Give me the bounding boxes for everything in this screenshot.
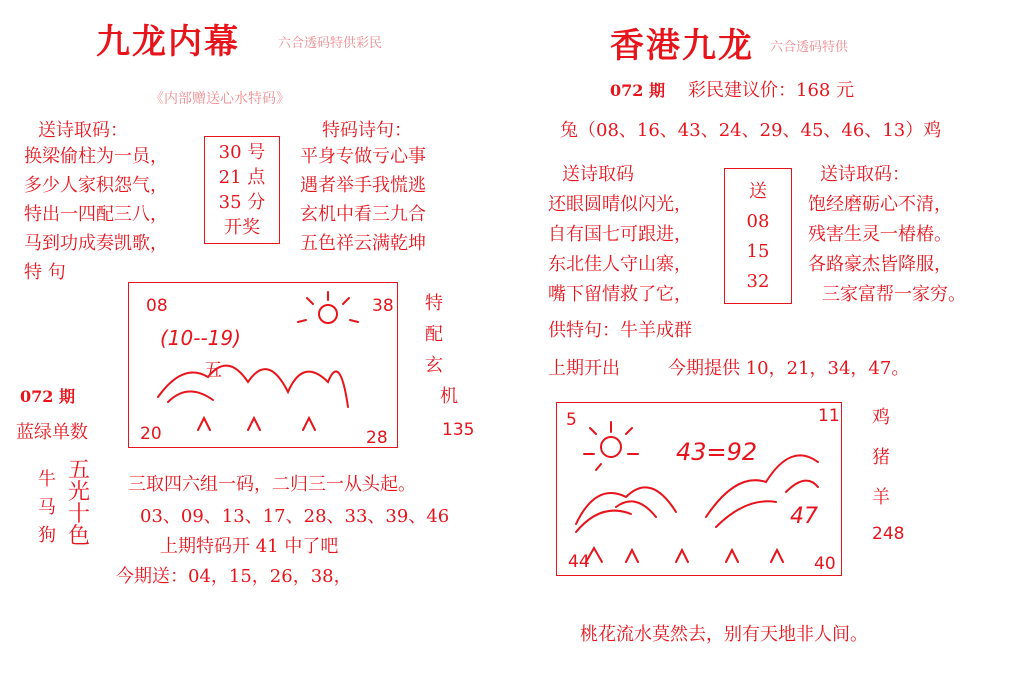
side-char: 玄 (425, 355, 443, 376)
grass-sketch (198, 418, 315, 430)
draw-minute: 35 分 (218, 192, 266, 213)
sun-rays-sketch (298, 292, 358, 322)
poem-line: 东北佳人守山寨， (548, 254, 692, 275)
right-poem-a (548, 190, 692, 310)
zodiac-char: 马 (38, 497, 56, 518)
this-offer-line: 今期提供 10，21，34，47。 (668, 358, 910, 379)
right-side-vertical (872, 398, 890, 518)
poem-line: 自有国七可跟进， (548, 224, 692, 245)
right-sketch-47: 47 (790, 504, 818, 529)
right-sketch-top-right: 11 (818, 406, 840, 426)
poem-line: 马到功成奏凯歌， (24, 233, 168, 254)
poem-line: 遇者举手我慌逃 (300, 175, 426, 196)
left-sketch-range: (10--19) (160, 326, 241, 350)
left-side-number: 135 (442, 420, 475, 440)
blue-green-odd: 蓝绿单数 (16, 422, 88, 443)
left-sketch-top-left: 08 (146, 296, 168, 316)
left-sketch-top-right: 38 (372, 296, 394, 316)
left-sketch-drawing (128, 282, 396, 446)
poem-line: 三家富帮一家穷。 (822, 284, 966, 305)
poem-line: 多少人家积怨气， (24, 175, 168, 196)
five-lights-char: 色 (68, 524, 91, 549)
special-phrase: 供特句：牛羊成群 (548, 320, 692, 341)
left-poem-a (24, 142, 168, 287)
left-hills-sketch (576, 487, 676, 532)
right-subtitle: 六合透码特供 (770, 40, 849, 55)
poem-line: 五色祥云满乾坤 (300, 233, 426, 254)
draw-hour: 21 点 (218, 167, 266, 188)
number-line: 03、09、13、17、28、33、39、46 (140, 506, 450, 527)
five-lights-char: 光 (68, 480, 91, 505)
right-issue: 072 期 (610, 81, 665, 100)
poem-line: 特出一四配三八， (24, 204, 168, 225)
right-sketch-formula: 43=92 (676, 438, 758, 466)
sun-rays-sketch (584, 422, 638, 470)
right-side-number: 248 (872, 524, 905, 544)
last-open-label: 上期开出 (548, 358, 620, 379)
poem-line: 各路豪杰皆降服， (808, 254, 952, 275)
poem-line: 平身专做亏心事 (300, 146, 426, 167)
rabbit-line: 兔（08、16、43、24、29、45、46、13）鸡 (560, 120, 942, 141)
footer-poem: 桃花流水莫然去，别有天地非人间。 (580, 624, 868, 645)
poem-line: 特 句 (24, 262, 66, 283)
zodiac-char: 牛 (38, 469, 56, 490)
left-sketch-char: 五 (204, 360, 222, 381)
zodiac-char: 狗 (38, 525, 56, 546)
left-side-vertical (410, 288, 458, 412)
five-lights-char: 五 (68, 458, 91, 483)
left-title: 九龙内幕 (96, 22, 240, 62)
send-number: 32 (746, 271, 770, 292)
right-poem-b (808, 190, 966, 310)
side-char: 猪 (872, 447, 890, 468)
send-box (724, 168, 792, 304)
left-banner: 《内部赠送心水特码》 (150, 91, 290, 107)
left-issue: 072 期 (20, 387, 75, 406)
five-lights-column (68, 460, 90, 548)
five-lights-char: 十 (68, 502, 91, 527)
side-char: 鸡 (872, 407, 890, 428)
draw-label: 开奖 (224, 217, 260, 238)
send-number: 08 (746, 211, 770, 232)
right-poem-a-heading: 送诗取码 (562, 164, 634, 185)
side-char: 羊 (872, 487, 890, 508)
price-label: 彩民建议价：168 元 (688, 80, 855, 101)
right-sketch-bottom-right: 40 (814, 554, 836, 574)
right-title: 香港九龙 (610, 26, 754, 66)
grass-sketch (586, 548, 783, 562)
draw-date: 30 号 (218, 142, 266, 163)
sun-sketch (601, 437, 621, 457)
mountain-sketch (158, 366, 348, 407)
draw-time-box (204, 136, 280, 244)
poem-line: 饱经磨砺心不清， (808, 194, 952, 215)
right-sketch-top-left: 5 (566, 410, 577, 430)
side-char: 配 (425, 324, 443, 345)
send-number: 15 (746, 241, 770, 262)
poem-line: 换梁偷柱为一员， (24, 146, 168, 167)
right-sketch-bottom-left: 44 (568, 552, 590, 572)
side-char: 机 (440, 386, 458, 407)
right-poem-b-heading: 送诗取码： (820, 164, 910, 185)
left-sketch-bottom-right: 28 (366, 428, 388, 448)
left-poem-b-heading: 特码诗句： (322, 120, 412, 141)
send-label: 送 (749, 181, 767, 202)
left-poem-b (300, 142, 426, 258)
mountain-sketch-inner (168, 391, 213, 402)
sun-sketch (319, 305, 337, 323)
left-sketch-bottom-left: 20 (140, 424, 162, 444)
today-send-line: 今期送：04，15，26，38， (116, 566, 352, 587)
last-hit-line: 上期特码开 41 中了吧 (160, 536, 339, 557)
side-char: 特 (425, 293, 443, 314)
poem-line: 还眼圆晴似闪光， (548, 194, 692, 215)
poem-line: 嘴下留情救了它， (548, 284, 692, 305)
left-subtitle: 六合透码特供彩民 (278, 36, 383, 51)
right-sketch-drawing (556, 402, 840, 574)
poem-line: 残害生灵一椿椿。 (808, 224, 952, 245)
left-poem-a-heading: 送诗取码： (38, 120, 128, 141)
poem-line: 玄机中看三九合 (300, 204, 426, 225)
rule-line: 三取四六组一码，二归三一从头起。 (128, 474, 416, 495)
zodiac-column (38, 466, 56, 550)
